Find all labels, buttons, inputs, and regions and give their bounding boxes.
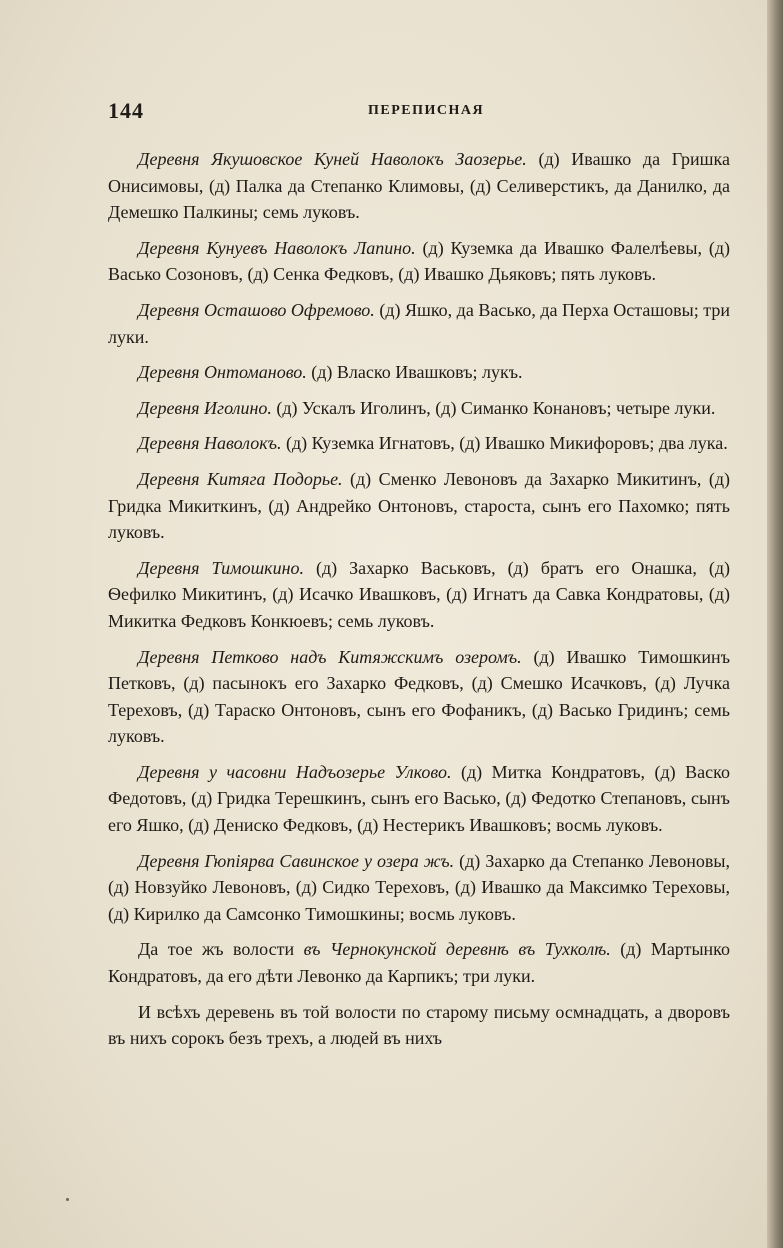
entry-paragraph xyxy=(108,555,730,635)
entry-paragraph xyxy=(108,466,730,546)
village-name: Деревня Гюпiярва Савинское у озера жъ. xyxy=(138,850,455,871)
entry-paragraph xyxy=(108,235,730,288)
page-header xyxy=(108,98,728,128)
entry-paragraph xyxy=(108,759,730,839)
entry-text: И всѣхъ деревень въ той волости по старому письму осмнадцать, а дворовъ въ нихъ сорокъ безъ трехъ, а людей въ нихъ xyxy=(108,1001,730,1049)
entry-paragraph xyxy=(108,146,730,226)
entry-paragraph xyxy=(108,848,730,928)
entry-lead: Да тое жъ волости xyxy=(138,939,304,960)
village-name: Деревня Иголино. xyxy=(138,397,272,418)
entry-paragraph xyxy=(108,644,730,750)
running-title: ПЕРЕПИСНАЯ xyxy=(368,103,485,118)
entry-paragraph xyxy=(108,430,730,457)
entry-paragraph xyxy=(108,297,730,350)
entry-text: (д) Власко Ивашковъ; лукъ. xyxy=(306,362,523,383)
village-name: Деревня Китяга Подорье. xyxy=(138,468,343,489)
entry-text: (д) Куземка Игнатовъ, (д) Ивашко Микифоровъ; два лука. xyxy=(281,433,728,454)
page-number: 144 xyxy=(108,98,144,123)
entry-text: (д) Ивашко Тимошкинъ Петковъ, (д) пасынокъ его Захарко Федковъ, (д) Смешко Исачковъ, (д) Лучка Тереховъ, (д) Тараско Онтоновъ, сынъ его Фофаникъ, (д) Васько Гридинъ; семь луковъ. xyxy=(108,646,730,747)
village-name: Деревня у часовни Надъозерье Улково. xyxy=(138,761,452,782)
entry-text: (д) Яшко, да Васько, да Перха Осташовы; три луки. xyxy=(108,299,731,347)
entry-text: (д) Мартынко Кондратовъ, да его дѣти Левонко да Карпикъ; три луки. xyxy=(108,939,730,987)
village-name: Деревня Петково надъ Китяжскимъ озеромъ. xyxy=(138,646,522,667)
paper-speck xyxy=(66,1198,69,1201)
entry-text: (д) Митка Кондратовъ, (д) Васко Федотовъ, (д) Гридка Терешкинъ, сынъ его Васько, (д) Федотко Степановъ, сынъ его Яшко, (д) Дениско Федковъ, (д) Нестерикъ Ивашковъ; восмь луковъ. xyxy=(108,761,730,836)
village-name: Деревня Якушовское Куней Наволокъ Заозерье. xyxy=(138,149,527,169)
entry-text: (д) Сменко Левоновъ да Захарко Микитинъ, (д) Гридка Микиткинъ, (д) Андрейко Онтоновъ, староста, сынъ его Пахомко; пять луковъ. xyxy=(108,468,730,543)
village-name: Деревня Наволокъ. xyxy=(138,433,282,454)
entry-paragraph xyxy=(108,395,730,422)
page-edge-shadow xyxy=(767,0,783,1248)
entry-text: (д) Ивашко да Гришка Онисимовы, (д) Палка да Степанко Климовы, (д) Селиверстикъ, да Данилко, да Демешко Палкины; семь луковъ. xyxy=(108,149,730,223)
village-name: Деревня Онтоманово. xyxy=(138,362,307,383)
entry-paragraph xyxy=(108,359,730,386)
village-name: въ Чернокунской деревнѣ въ Тухколѣ. xyxy=(303,939,611,960)
entry-text: (д) Захарко да Степанко Левоновы, (д) Новзуйко Левоновъ, (д) Сидко Тереховъ, (д) Ивашко да Максимко Тереховы, (д) Кирилко да Самсонко Тимошкины; восмь луковъ. xyxy=(108,850,730,924)
entry-text: (д) Ускалъ Иголинъ, (д) Симанко Конановъ; четыре луки. xyxy=(271,397,716,418)
village-name: Деревня Тимошкино. xyxy=(138,557,305,578)
entry-paragraph xyxy=(108,999,730,1052)
entry-text: (д) Захарко Васьковъ, (д) братъ его Онашка, (д) Ѳефилко Микитинъ, (д) Исачко Ивашковъ, (д) Игнатъ да Савка Кондратовы, (д) Микитка Федковъ Конкюевъ; семь луковъ. xyxy=(108,557,730,631)
page-body xyxy=(108,146,730,1061)
entry-text: (д) Куземка да Ивашко Фалелѣевы, (д) Васько Созоновъ, (д) Сенка Федковъ, (д) Ивашко Дьяковъ; пять луковъ. xyxy=(108,237,730,285)
village-name: Деревня Кунуевъ Наволокъ Лапино. xyxy=(138,237,416,258)
entry-paragraph xyxy=(108,936,730,989)
village-name: Деревня Осташово Офремово. xyxy=(138,299,375,320)
